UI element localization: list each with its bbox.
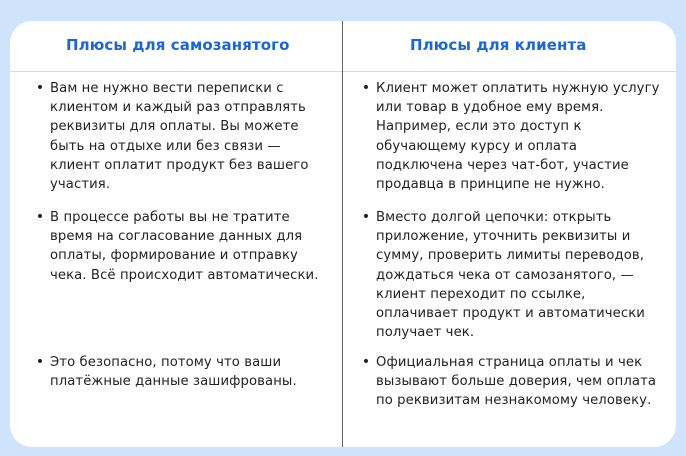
bullet-icon: •	[35, 80, 45, 96]
left-benefit-3	[35, 353, 330, 391]
left-column-title: Плюсы для самозанятого	[66, 36, 290, 54]
left-benefit-2	[35, 208, 330, 285]
right-benefit-2-text: Вместо долгой цепочки: открыть приложение, уточнить реквизиты и сумму, проверить лимиты переводов, дождаться чека от самозанятого, — клиент переходит по ссылке, оплачивает продукт и автоматически получает чек.	[376, 210, 645, 341]
right-benefit-1-text: Клиент может оплатить нужную услугу или товар в удобное ему время. Например, если это доступ к обучающему курсу и оплата подключена через чат-бот, участие продавца в принципе не нужно.	[376, 81, 660, 193]
header-divider	[10, 71, 676, 72]
right-benefit-3-text: Официальная страница оплаты и чек вызывают больше доверия, чем оплата по реквизитам незнакомому человеку.	[376, 355, 657, 409]
right-benefit-2	[361, 208, 660, 342]
left-benefit-1	[35, 79, 330, 194]
bullet-icon: •	[361, 209, 371, 225]
left-benefit-2-text: В процессе работы вы не тратите время на согласование данных для оплаты, формирование и отправку чека. Всё происходит автоматически.	[50, 210, 319, 283]
left-benefit-3-text: Это безопасно, потому что ваши платёжные данные зашифрованы.	[50, 355, 297, 390]
bullet-icon: •	[361, 80, 371, 96]
comparison-card	[10, 21, 676, 447]
right-column-title: Плюсы для клиента	[410, 36, 587, 54]
left-benefit-1-text: Вам не нужно вести переписки с клиентом и каждый раз отправлять реквизиты для оплаты. Вы можете быть на отдыхе или без связи — клиент оплатит продукт без вашего участия.	[50, 81, 309, 193]
bullet-icon: •	[35, 354, 45, 370]
bullet-icon: •	[361, 354, 371, 370]
right-benefit-1	[361, 79, 660, 194]
bullet-icon: •	[35, 209, 45, 225]
right-benefit-3	[361, 353, 660, 411]
column-divider	[342, 21, 343, 447]
